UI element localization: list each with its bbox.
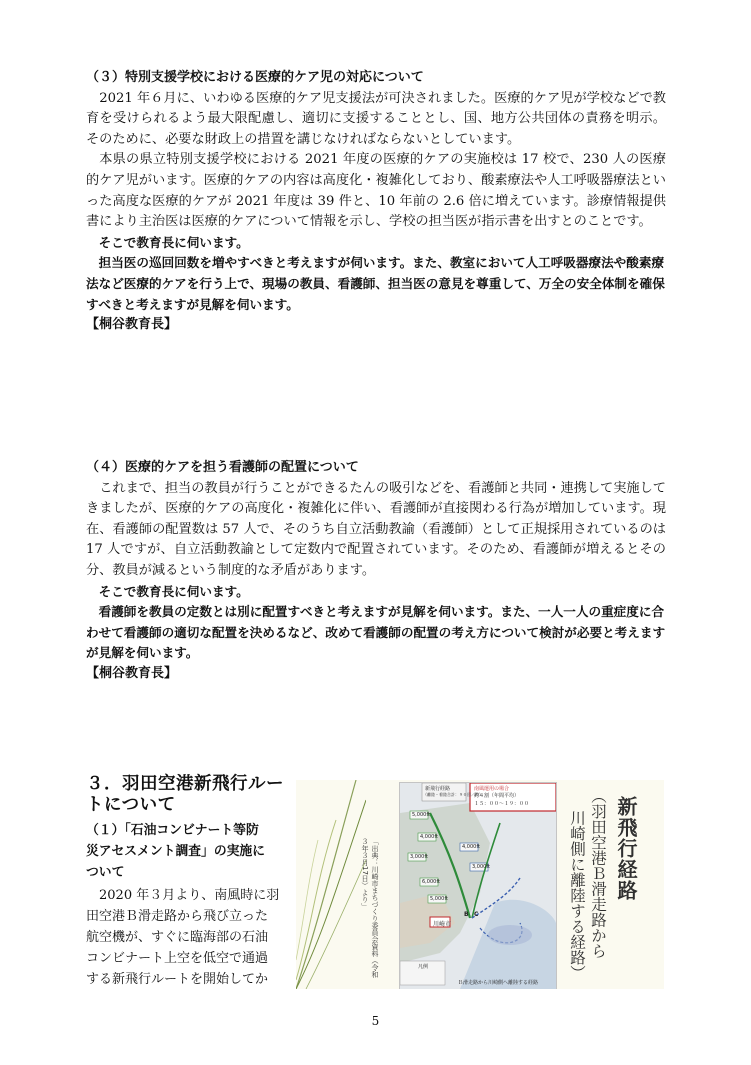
slide-source-note: 「出典：川崎市まちづくり委員会資料（令和３年３月17日）より」 (361, 838, 379, 978)
section-q3-paragraph-2: 本県の県立特別支援学校における 2021 年度の医療的ケアの実施校は 17 校で、230 人の医療的ケア児がいます。医療的ケアの内容は高度化・複雑化しており、酸素療法や人工呼吸器療法といった高度な医療的ケアが 2021 年度は 39 件と、10 年前の 2.6 倍に増えています。診療情報提供書により主治医は医療的ケアについて情報を示し、学校の担当医が指示書を出すとのことです。 (86, 152, 666, 230)
body-line: 2020 年３月より、南風時に羽 (86, 888, 280, 903)
section-q4-heading: （４）医療的ケアを担う看護師の配置について (86, 460, 359, 475)
body-line: 田空港Ｂ滑走路から飛び立った (86, 909, 269, 924)
section-3-body (86, 885, 286, 990)
map-note-sub: 約４割（年間平均） (474, 793, 520, 799)
runway-b-label: B (464, 911, 469, 918)
section-q3-respondent: 【桐谷教育長】 (86, 317, 178, 333)
subheading-line-2: 災アセスメント調査」の実施に (86, 844, 266, 859)
altitude-label: 3,000ft (472, 864, 490, 870)
map-note-title: 南風運用の場合 (474, 786, 510, 792)
body-line: する新飛行ルートを開始してか (86, 972, 269, 987)
map-heading-sub: （離陸・着陸合計：９０回／時） (423, 792, 483, 797)
subheading-line-3: ついて (86, 865, 125, 880)
altitude-label: 4,000ft (462, 844, 480, 850)
leaf-decoration (296, 780, 366, 989)
section-q3-ask: そこで教育長に伺います。 (98, 234, 249, 250)
body-line: 航空機が、すぐに臨海部の石油 (86, 930, 269, 945)
map-footer: Ｂ滑走路から川崎側へ離陸する経路 (458, 980, 539, 986)
slide-title-sub-1: （羽田空港Ｂ滑走路から (589, 788, 607, 959)
section-3-subheading (86, 820, 286, 883)
section-3-title (86, 774, 286, 816)
section-3-title-line-2: トについて (86, 795, 176, 815)
section-q4 (86, 458, 666, 685)
map-legend: 凡例 (418, 964, 429, 970)
slide-title-sub-2: 川崎側に離陸する経路） (568, 810, 586, 981)
section-q3 (86, 68, 666, 336)
section-q4-paragraph-1: これまで、担当の教員が行うことができるたんの吸引などを、看護師と共同・連携して実施してきましたが、医療的ケアの高度化・複雑化に伴い、看護師が直接関わる行為が増加しています。現在、看護師の配置数は 57 人で、そのうち自立活動教諭（看護師）として正規採用されているのは 17 人ですが、自立活動教諭として定数内で配置されています。そのため、看護師が増えるとその分、教員が減るという制度的な矛盾があります。 (86, 480, 666, 578)
map-heading: 新飛行経路 (425, 786, 451, 792)
altitude-label: 4,000ft (420, 834, 438, 840)
section-q3-heading: （３）特別支援学校における医療的ケア児の対応について (86, 70, 424, 85)
altitude-label: 6,000ft (422, 879, 440, 885)
page-number: 5 (371, 1014, 380, 1028)
runway-c-label: C (474, 911, 479, 918)
altitude-label: 5,000ft (430, 896, 448, 902)
route-map (399, 782, 557, 989)
section-q3-question: 担当医の巡回回数を増やすべきと考えますが伺います。また、教室において人工呼吸器療法や酸素療法など医療的ケアを行う上で、現場の教員、看護師、担当医の意見を尊重して、万全の安全体制を確保すべきと考えますが見解を伺います。 (86, 255, 665, 312)
section-3-title-line-1: ３．羽田空港新飛行ルー (86, 774, 284, 794)
subheading-line-1: （１）「石油コンビナート等防 (86, 823, 259, 838)
altitude-label: 3,000ft (410, 854, 428, 860)
section-3 (86, 774, 286, 990)
flight-route-slide (296, 780, 664, 989)
altitude-label: 5,000ft (412, 812, 430, 818)
section-q4-ask: そこで教育長に伺います。 (98, 583, 249, 599)
section-q4-respondent: 【桐谷教育長】 (86, 665, 178, 681)
section-q4-question: 看護師を教員の定数とは別に配置すべきと考えますが見解を伺います。また、一人一人の重症度に合わせて看護師の適切な配置を決めるなど、改めて看護師の配置の考え方について検討が必要と考えますが見解を伺います。 (86, 604, 666, 661)
body-line: コンビナート上空を低空で通過 (86, 951, 269, 966)
map-city-label: 川崎市 (433, 921, 452, 928)
section-q3-paragraph-1: 2021 年６月に、いわゆる医療的ケア児支援法が可決されました。医療的ケア児が学校などで教育を受けられるよう最大限配慮し、適切に支援することとし、国、地方公共団体の責務を明示。そのために、必要な財政上の措置を講じなければならないとしています。 (86, 90, 666, 147)
map-note-time: １５：００〜１９：００ (474, 801, 530, 807)
slide-title-main: 新飛行経路 (614, 796, 638, 901)
